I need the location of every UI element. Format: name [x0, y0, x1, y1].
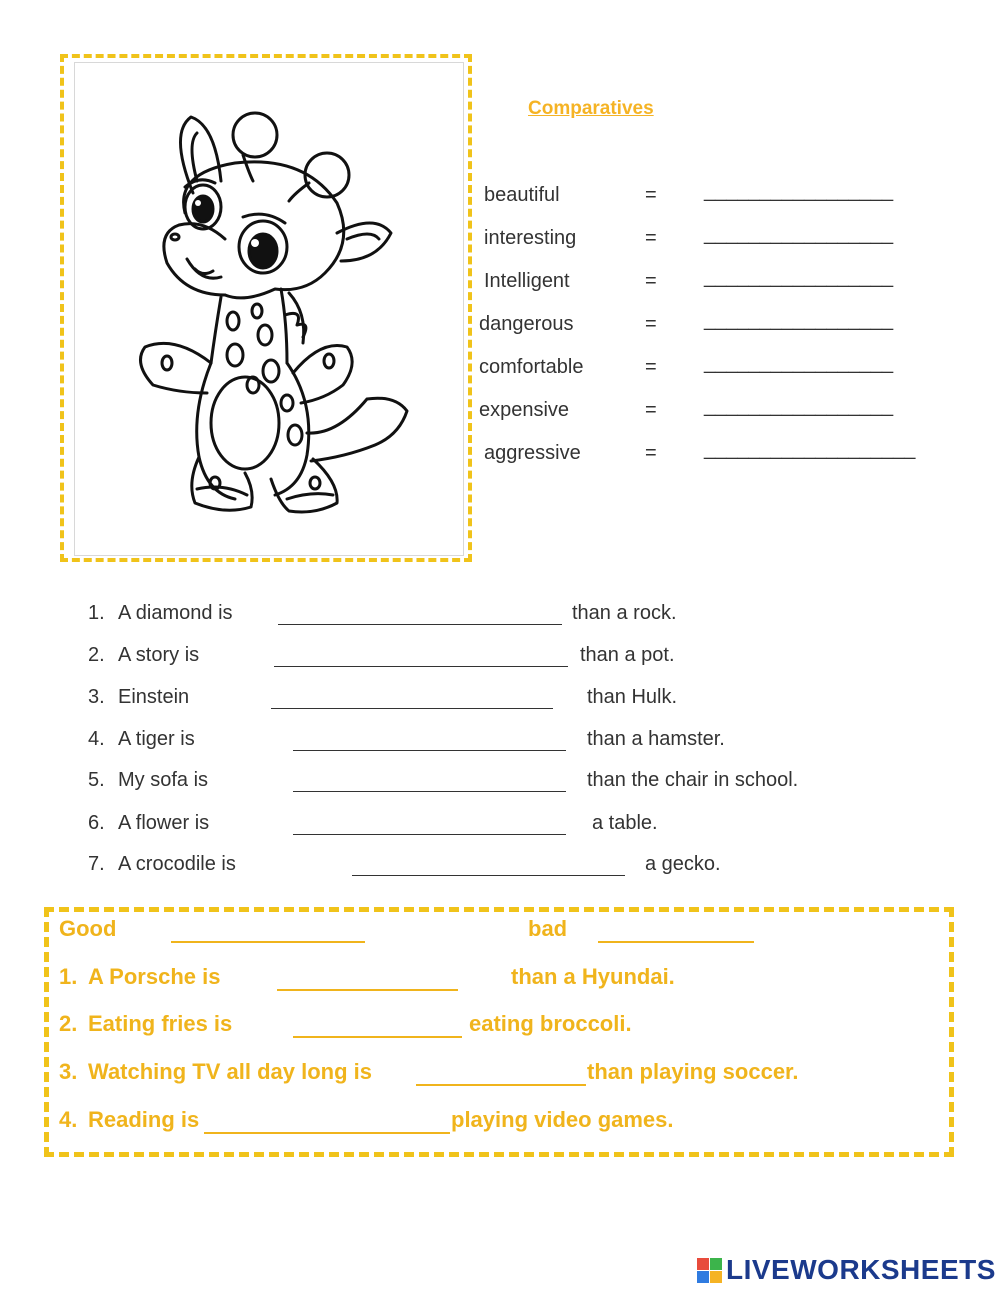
sentence-number: 3. [88, 686, 105, 708]
item-number: 2. [59, 1011, 78, 1036]
adjective-word: dangerous [479, 313, 574, 335]
answer-blank[interactable]: _________________ [704, 309, 894, 331]
sentence-start: A diamond is [118, 602, 233, 624]
sentence-number: 4. [88, 728, 105, 750]
equals-sign: = [645, 270, 657, 292]
answer-blank[interactable] [277, 989, 458, 991]
liveworksheets-logo[interactable]: LIVEWORKSHEETS [726, 1254, 996, 1285]
item-number: 1. [59, 964, 78, 989]
answer-blank[interactable]: ___________________ [704, 438, 916, 460]
answer-blank[interactable]: _________________ [704, 395, 894, 417]
sentence-end: than the chair in school. [587, 769, 799, 791]
sentence-start: A story is [118, 644, 200, 666]
good-answer-blank[interactable] [171, 941, 365, 943]
sentence-end: than a pot. [580, 644, 675, 666]
answer-blank[interactable] [278, 624, 562, 625]
adjective-word: expensive [479, 399, 570, 421]
bad-label: bad [528, 916, 568, 941]
equals-sign: = [645, 184, 657, 206]
item-start: A Porsche is [88, 964, 221, 989]
sentence-number: 6. [88, 812, 105, 834]
item-end: playing video games. [451, 1107, 674, 1132]
item-start: Eating fries is [88, 1011, 233, 1036]
page-title: Comparatives [528, 98, 654, 119]
adjective-word: interesting [484, 227, 577, 249]
answer-blank[interactable] [274, 666, 568, 667]
answer-blank[interactable] [416, 1084, 586, 1086]
answer-blank[interactable]: _________________ [704, 180, 894, 202]
bad-answer-blank[interactable] [598, 941, 754, 943]
sentence-start: A tiger is [118, 728, 195, 750]
answer-blank[interactable] [204, 1132, 450, 1134]
sentence-end: than a rock. [572, 602, 677, 624]
answer-blank[interactable] [352, 875, 625, 876]
equals-sign: = [645, 227, 657, 249]
adjective-word: comfortable [479, 356, 584, 378]
giraffe-illustration [75, 63, 463, 555]
equals-sign: = [645, 442, 657, 464]
item-end: than playing soccer. [587, 1059, 799, 1084]
answer-blank[interactable] [293, 791, 566, 792]
answer-blank[interactable]: _________________ [704, 266, 894, 288]
sentence-start: My sofa is [118, 769, 209, 791]
sentence-start: Einstein [118, 686, 190, 708]
sentence-number: 2. [88, 644, 105, 666]
sentence-start: A flower is [118, 812, 210, 834]
adjective-word: beautiful [484, 184, 560, 206]
equals-sign: = [645, 399, 657, 421]
giraffe-picture [74, 62, 464, 556]
adjective-word: aggressive [484, 442, 581, 464]
sentence-number: 1. [88, 602, 105, 624]
answer-blank[interactable] [271, 708, 553, 709]
item-end: than a Hyundai. [511, 964, 675, 989]
equals-sign: = [645, 356, 657, 378]
answer-blank[interactable]: _________________ [704, 223, 894, 245]
answer-blank[interactable]: _________________ [704, 352, 894, 374]
answer-blank[interactable] [293, 1036, 462, 1038]
sentence-end: a table. [592, 812, 658, 834]
item-start: Watching TV all day long is [88, 1059, 372, 1084]
equals-sign: = [645, 313, 657, 335]
sentence-end: than a hamster. [587, 728, 725, 750]
logo-blocks-icon [697, 1258, 723, 1289]
item-number: 3. [59, 1059, 78, 1084]
adjective-word: Intelligent [484, 270, 570, 292]
item-number: 4. [59, 1107, 78, 1132]
answer-blank[interactable] [293, 750, 566, 751]
sentence-number: 7. [88, 853, 105, 875]
sentence-start: A crocodile is [118, 853, 236, 875]
answer-blank[interactable] [293, 834, 566, 835]
sentence-end: than Hulk. [587, 686, 678, 708]
item-start: Reading is [88, 1107, 200, 1132]
item-end: eating broccoli. [469, 1011, 632, 1036]
good-label: Good [59, 916, 117, 941]
sentence-end: a gecko. [645, 853, 721, 875]
sentence-number: 5. [88, 769, 105, 791]
